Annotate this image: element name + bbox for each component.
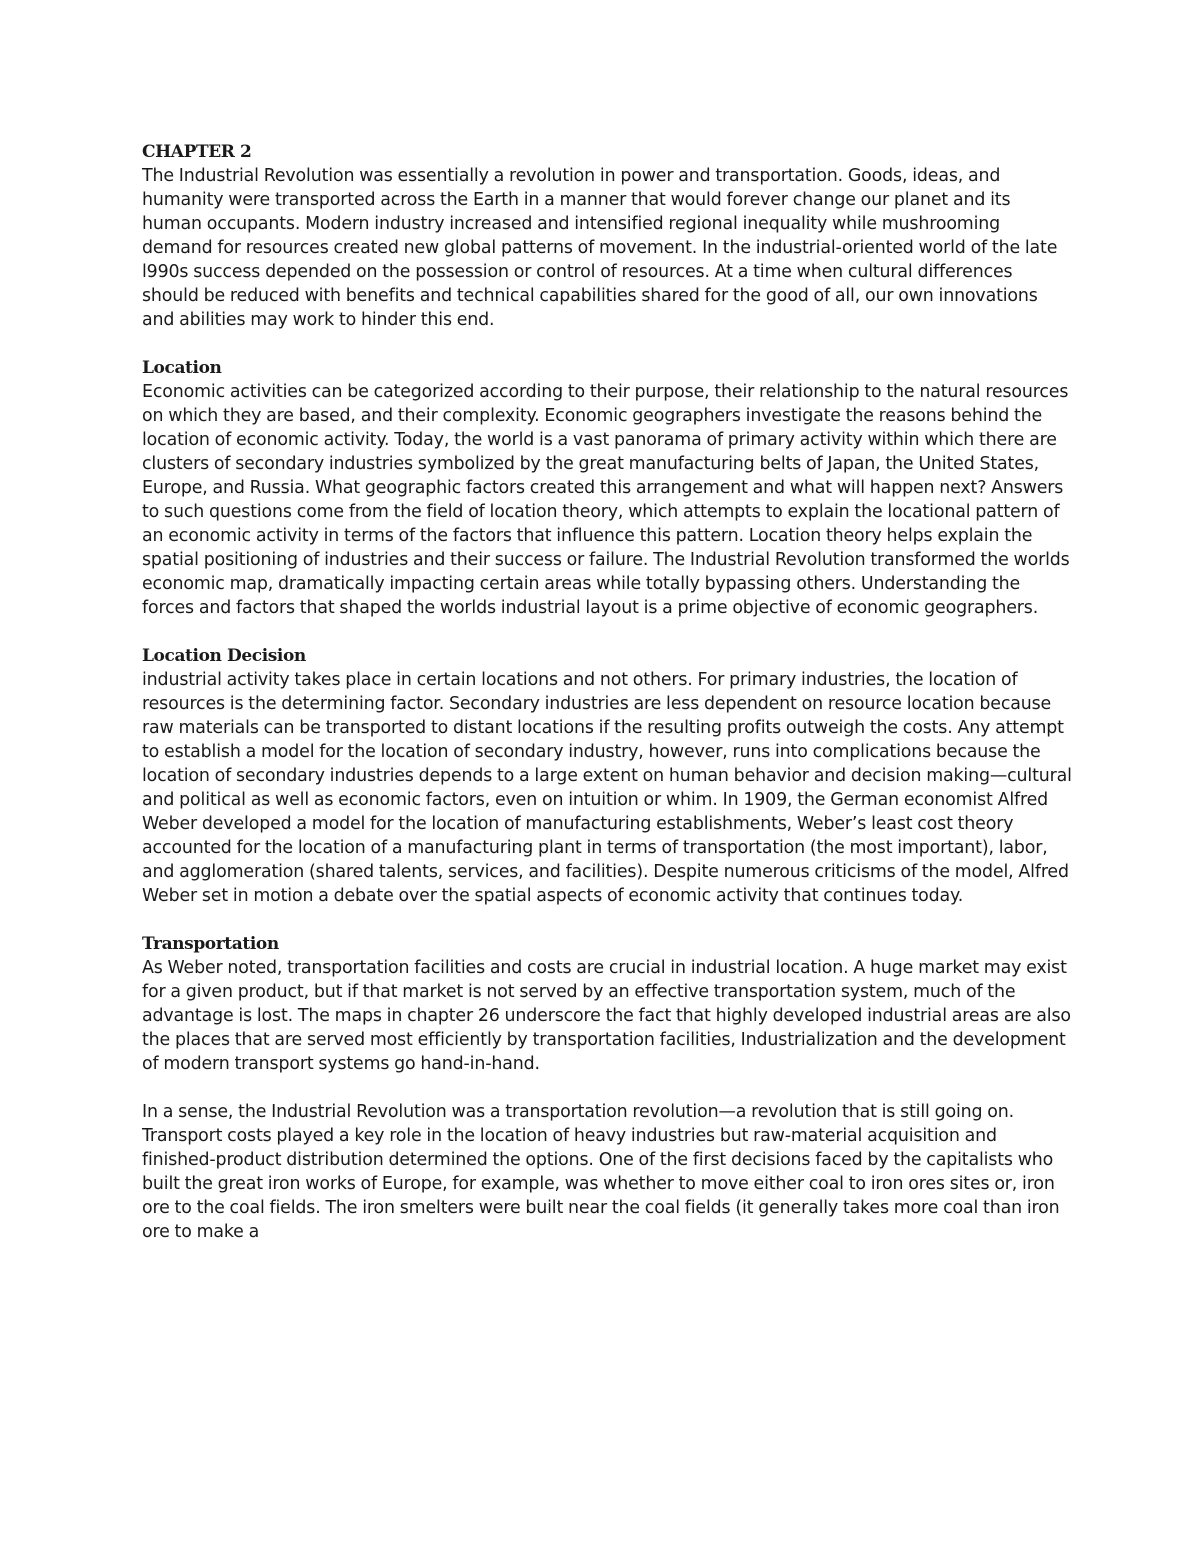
section-paragraph-transportation-2: In a sense, the Industrial Revolution was a transportation revolution—a revolution that is still going on. Transport costs played a key role in the location of heavy industries but raw-material acquisition and finished-product distribution determined the options. One of the first decisions faced by the capitalists who built the great iron works of Europe, for example, was whether to move either coal to iron ores sites or, iron ore to the coal fields. The iron smelters were built near the coal fields (it generally takes more coal than iron ore to make a bbox=[142, 1102, 1060, 1242]
section-spacer bbox=[142, 908, 1072, 932]
section-heading-location: Location bbox=[142, 358, 222, 378]
section-heading-transportation: Transportation bbox=[142, 934, 279, 954]
section-spacer bbox=[142, 332, 1072, 356]
chapter-heading: CHAPTER 2 bbox=[142, 142, 252, 162]
section-paragraph-location: Economic activities can be categorized according to their purpose, their relationship to the natural resources on which they are based, and their complexity. Economic geographers investigate the reasons behind the location of economic activity. Today, the world is a vast panorama of primary activity within which there are clusters of secondary industries symbolized by the great manufacturing belts of Japan, the United States, Europe, and Russia. What geographic factors created this arrangement and what will happen next? Answers to such questions come from the field of location theory, which attempts to explain the locational pattern of an economic activity in terms of the factors that influence this pattern. Location theory helps explain the spatial positioning of industries and their success or failure. The Industrial Revolution transformed the worlds economic map, dramatically impacting certain areas while totally bypassing others. Understanding the forces and factors that shaped the worlds industrial layout is a prime objective of economic geographers. bbox=[142, 382, 1070, 618]
intro-paragraph: The Industrial Revolution was essentially a revolution in power and transportation. Goods, ideas, and humanity were transported across the Earth in a manner that would forever change our planet and its human occupants. Modern industry increased and intensified regional inequality while mushrooming demand for resources created new global patterns of movement. In the industrial-oriented world of the late l990s success depended on the possession or control of resources. At a time when cultural differences should be reduced with benefits and technical capabilities shared for the good of all, our own innovations and abilities may work to hinder this end. bbox=[142, 166, 1058, 330]
section-paragraph-transportation-1: As Weber noted, transportation facilities and costs are crucial in industrial location. A huge market may exist for a given product, but if that market is not served by an effective transportation system, much of the advantage is lost. The maps in chapter 26 underscore the fact that highly developed industrial areas are also the places that are served most efficiently by transportation facilities, Industrialization and the development of modern transport systems go hand-in-hand. bbox=[142, 958, 1071, 1074]
section-paragraph-location-decision: industrial activity takes place in certain locations and not others. For primary industries, the location of resources is the determining factor. Secondary industries are less dependent on resource location because raw materials can be transported to distant locations if the resulting profits outweigh the costs. Any attempt to establish a model for the location of secondary industry, however, runs into complications because the location of secondary industries depends to a large extent on human behavior and decision making—cultural and political as well as economic factors, even on intuition or whim. In 1909, the German economist Alfred Weber developed a model for the location of manufacturing establishments, Weber’s least cost theory accounted for the location of a manufacturing plant in terms of transportation (the most important), labor, and agglomeration (shared talents, services, and facilities). Despite numerous criticisms of the model, Alfred Weber set in motion a debate over the spatial aspects of economic activity that continues today. bbox=[142, 670, 1072, 906]
section-heading-location-decision: Location Decision bbox=[142, 646, 306, 666]
paragraph-spacer bbox=[142, 1076, 1072, 1100]
section-spacer bbox=[142, 620, 1072, 644]
document-page bbox=[142, 140, 1072, 1244]
